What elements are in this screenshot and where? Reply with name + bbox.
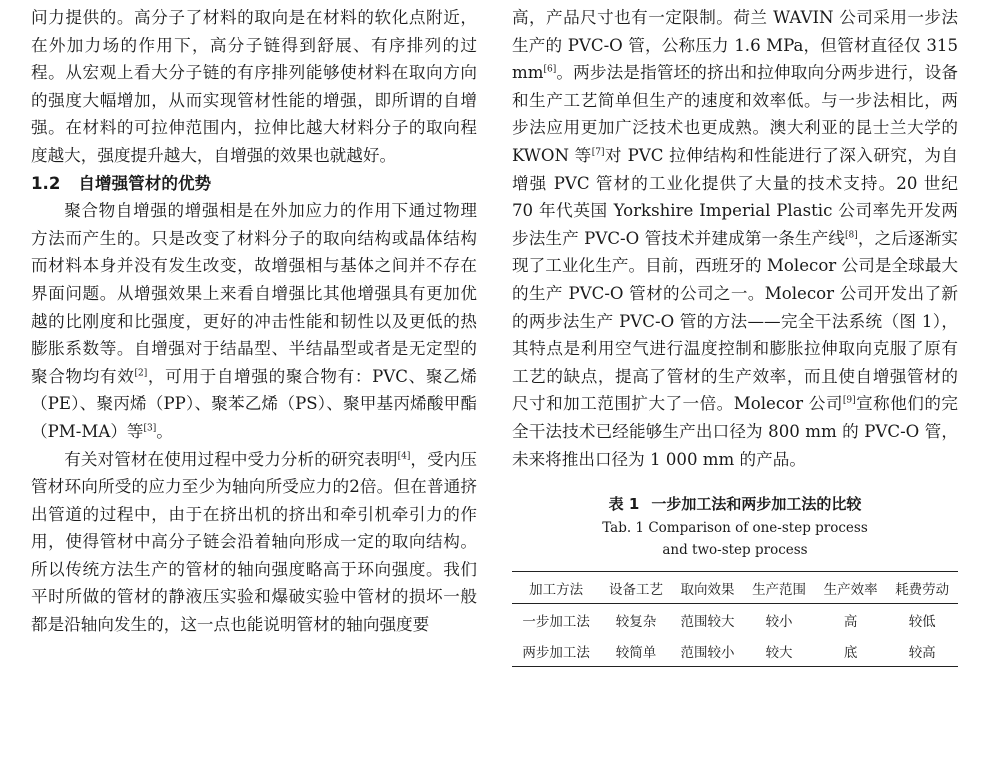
section-title: 自增强管材的优势 bbox=[78, 173, 212, 193]
table-row bbox=[512, 604, 958, 636]
table-cell: 底 bbox=[843, 644, 858, 661]
header-range: 生产范围 bbox=[752, 581, 807, 598]
paragraph-stress-analysis: 有关对管材在使用过程中受力分析的研究表明[4]，受内压管材环向所受的应力至少为轴向所受应力的2倍。但在普通挤出管道的过程中，由于在挤出机的挤出和牵引机牵引力的作用，使得管材中高分子链会沿着轴向形成一定的取向结构。所以传统方法生产的管材的轴向强度略高于环向强度。我们平时所做的管材的静液压实验和爆破实验中管材的损坏一般都是沿轴向发生的，这一点也能说明管材的轴向强度要 bbox=[31, 449, 478, 635]
left-column bbox=[31, 4, 477, 639]
table-cell: 一步加工法 bbox=[522, 613, 590, 630]
section-number: 1.2 bbox=[31, 173, 61, 193]
citation-9: [9] bbox=[842, 395, 856, 406]
comparison-table bbox=[512, 571, 958, 667]
header-method: 加工方法 bbox=[529, 581, 584, 598]
paragraph-orientation: 问力提供的。高分子了材料的取向是在材料的软化点附近，在外加力场的作用下，高分子链得到舒展、有序排列的过程。从宏观上看大分子链的有序排列能够使材料在取向方向的强度大幅增加，从而实现管材性能的增强，即所谓的自增强。在材料的可拉伸范围内，拉伸比越大材料分子的取向程度越大，强度提升越大，自增强的效果也就越好。 bbox=[31, 8, 477, 165]
table-row bbox=[512, 635, 958, 667]
citation-2: [2] bbox=[134, 368, 148, 379]
paragraph-processes: 高，产品尺寸也有一定限制。荷兰 WAVIN 公司采用一步法生产的 PVC-O 管，公称压力 1.6 MPa，但管材直径仅 315 mm[6]。两步法是指管坯的挤出和拉伸取向分两步进行，设备和生产工艺简单但生产的速度和效率低。与一步法相比，两步法应用更加广泛技术也更成熟。澳大利亚的昆士兰大学的 KWON 等[7]对 PVC 拉伸结构和性能进行了深入研究，为自增强 PVC 管材的工业化提供了大量的技术支持。20 世纪 70 年代英国 Yorkshire Imperial Plastic 公司率先开发两步法生产 PVC-O 管技术并建成第一条生产线[8]，之后逐渐实现了工业化生产。目前，西班牙的 Molecor 公司是全球最大的生产 PVC-O 管材的公司之一。Molecor 公司开发出了新的两步法生产 PVC-O 管的方法——完全干法系统（图 1），其特点是利用空气进行温度控制和膨胀拉伸取向克服了原有工艺的缺点，提高了管材的生产效率，而且使自增强管材的尺寸和加工范围扩大了一倍。Molecor 公司[9]宣称他们的完全干法技术已经能够生产出口径为 800 mm 的 PVC-O 管，未来将推出口径为 1 000 mm 的产品。 bbox=[512, 8, 959, 469]
table-cell: 两步加工法 bbox=[522, 644, 590, 661]
table-cell: 较复杂 bbox=[615, 613, 657, 630]
citation-6: [6] bbox=[543, 64, 557, 75]
table-cell: 范围较小 bbox=[680, 644, 735, 661]
citation-8: [8] bbox=[845, 230, 858, 241]
right-column bbox=[512, 4, 958, 667]
table-cell: 较大 bbox=[765, 644, 793, 661]
citation-3: [3] bbox=[143, 423, 157, 434]
table-cell: 较低 bbox=[908, 613, 936, 630]
table-cell: 范围较大 bbox=[680, 613, 735, 630]
citation-4: [4] bbox=[397, 450, 411, 461]
table-cell: 高 bbox=[843, 613, 858, 630]
section-heading bbox=[31, 170, 477, 198]
table-cell: 较小 bbox=[765, 613, 793, 630]
table-title: 一步加工法和两步加工法的比较 bbox=[651, 495, 862, 514]
table-title-en-2: and two-step process bbox=[662, 542, 808, 559]
header-equipment: 设备工艺 bbox=[608, 581, 663, 598]
table-number: 表 1 bbox=[608, 495, 640, 514]
citation-7: [7] bbox=[591, 147, 605, 158]
table-cell: 较高 bbox=[908, 644, 936, 661]
table-title-en-1: Tab. 1 Comparison of one-step process bbox=[602, 520, 868, 537]
header-labor: 耗费劳动 bbox=[895, 581, 950, 598]
table-cell: 较简单 bbox=[615, 644, 657, 661]
paragraph-advantages: 聚合物自增强的增强相是在外加应力的作用下通过物理方法而产生的。只是改变了材料分子的取向结构或晶体结构而材料本身并没有发生改变，故增强相与基体之间并不存在界面问题。从增强效果上来看自增强比其他增强具有更加优越的比刚度和比强度，更好的冲击性能和韧性以及更低的热膨胀系数等。自增强对于结晶型、半结晶型或者是无定型的聚合物均有效[2]，可用于自增强的聚合物有：PVC、聚乙烯（PE）、聚丙烯（PP）、聚苯乙烯（PS）、聚甲基丙烯酸甲酯（PM-MA）等[3]。 bbox=[31, 201, 477, 441]
header-orientation: 取向效果 bbox=[680, 581, 735, 598]
header-efficiency: 生产效率 bbox=[823, 581, 878, 598]
table-header-row bbox=[512, 572, 958, 604]
table-caption bbox=[512, 491, 958, 561]
